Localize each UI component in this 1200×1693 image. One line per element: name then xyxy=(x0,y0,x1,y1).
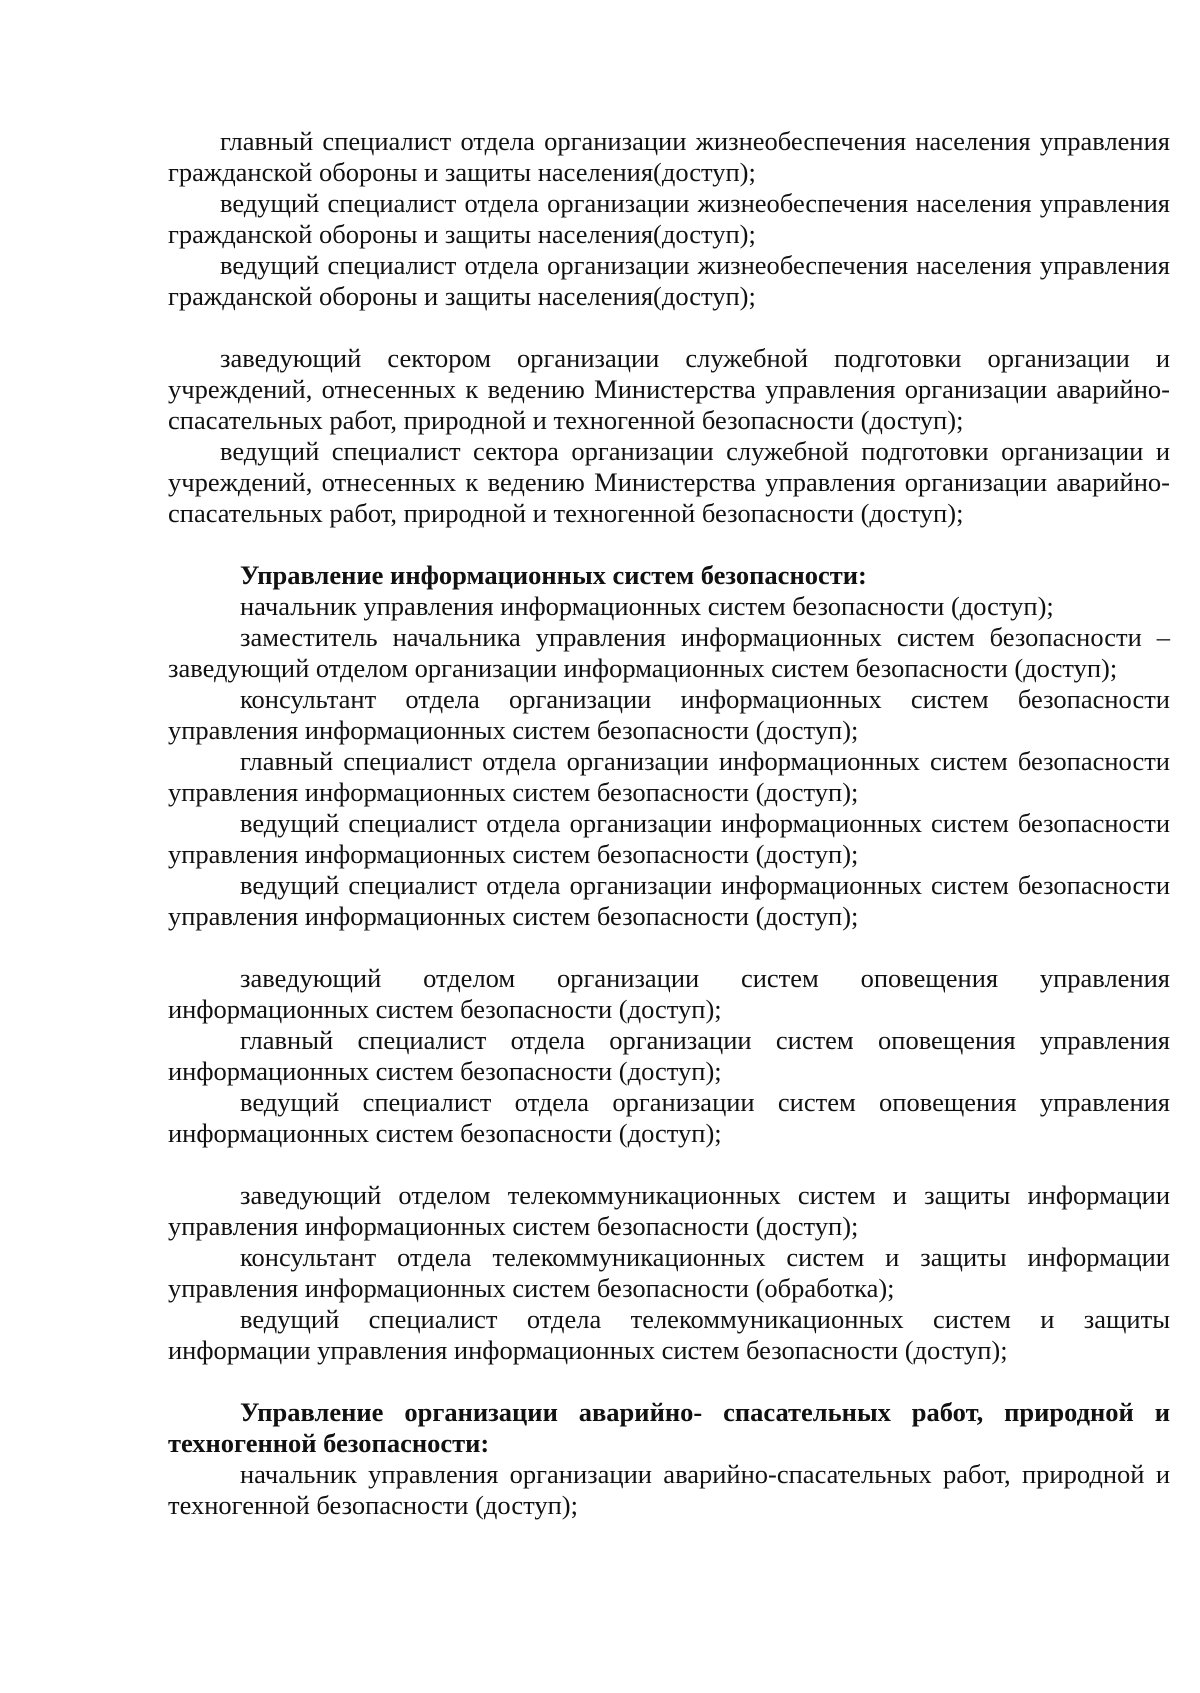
paragraph: ведущий специалист отдела организации жизнеобеспечения населения управления гражданской обороны и защиты населения(доступ); xyxy=(168,250,1170,311)
paragraph: консультант отдела телекоммуникационных систем и защиты информации управления информационных систем безопасности (обработка); xyxy=(168,1242,1170,1303)
paragraph: заместитель начальника управления информационных систем безопасности – заведующий отделом организации информационных систем безопасности (доступ); xyxy=(168,622,1170,683)
section-heading: Управление организации аварийно- спасательных работ, природной и техногенной безопасности: xyxy=(168,1397,1170,1458)
section-service-training xyxy=(168,343,1170,529)
paragraph: главный специалист отдела организации систем оповещения управления информационных систем безопасности (доступ); xyxy=(168,1025,1170,1086)
section-civil-defense xyxy=(168,126,1170,312)
section-telecom xyxy=(168,1180,1170,1366)
section-heading: Управление информационных систем безопасности: xyxy=(240,560,867,590)
section-emergency-rescue xyxy=(168,1397,1170,1521)
paragraph: ведущий специалист отдела организации информационных систем безопасности управления информационных систем безопасности (доступ); xyxy=(168,870,1170,931)
paragraph: ведущий специалист отдела организации систем оповещения управления информационных систем безопасности (доступ); xyxy=(168,1087,1170,1148)
paragraph: консультант отдела организации информационных систем безопасности управления информационных систем безопасности (доступ); xyxy=(168,684,1170,745)
paragraph: ведущий специалист отдела организации информационных систем безопасности управления информационных систем безопасности (доступ); xyxy=(168,808,1170,869)
paragraph: заведующий отделом телекоммуникационных систем и защиты информации управления информационных систем безопасности (доступ); xyxy=(168,1180,1170,1241)
paragraph: ведущий специалист отдела организации жизнеобеспечения населения управления гражданской обороны и защиты населения(доступ); xyxy=(168,188,1170,249)
paragraph: начальник управления информационных систем безопасности (доступ); xyxy=(240,591,1054,621)
paragraph: заведующий сектором организации служебной подготовки организации и учреждений, отнесенных к ведению Министерства управления организации аварийно-спасательных работ, природной и техногенной безопасности (доступ); xyxy=(168,343,1170,435)
paragraph: ведущий специалист отдела телекоммуникационных систем и защиты информации управления информационных систем безопасности (доступ); xyxy=(168,1304,1170,1365)
paragraph: начальник управления организации аварийно-спасательных работ, природной и техногенной безопасности (доступ); xyxy=(168,1459,1170,1520)
paragraph: главный специалист отдела организации жизнеобеспечения населения управления гражданской обороны и защиты населения(доступ); xyxy=(168,126,1170,187)
document-page xyxy=(168,126,1170,1521)
section-alert-systems xyxy=(168,963,1170,1149)
paragraph: главный специалист отдела организации информационных систем безопасности управления информационных систем безопасности (доступ); xyxy=(168,746,1170,807)
paragraph: ведущий специалист сектора организации служебной подготовки организации и учреждений, отнесенных к ведению Министерства управления организации аварийно-спасательных работ, природной и техногенной безопасности (доступ); xyxy=(168,436,1170,528)
paragraph: заведующий отделом организации систем оповещения управления информационных систем безопасности (доступ); xyxy=(168,963,1170,1024)
section-information-security xyxy=(168,560,1170,932)
